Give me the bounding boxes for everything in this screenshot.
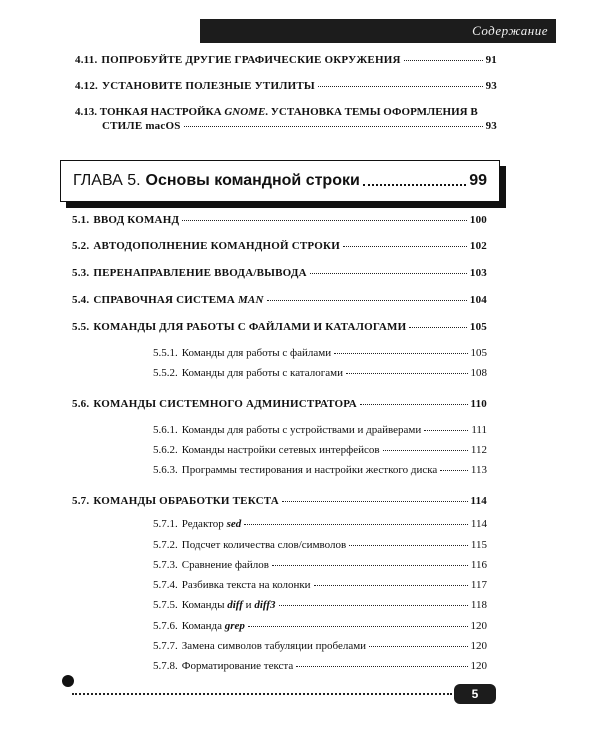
- toc-entry[interactable]: [72, 398, 487, 410]
- entry-title: Команды для работы с файлами: [181, 347, 332, 359]
- entry-page: 113: [470, 464, 487, 476]
- leader-dots: [404, 60, 483, 61]
- chapter-heading[interactable]: [60, 160, 500, 202]
- leader-dots: [267, 300, 467, 301]
- toc-entry[interactable]: [72, 214, 487, 226]
- entry-title-mid: и: [245, 599, 252, 611]
- leader-dots: [248, 626, 468, 627]
- toc-entry-line2[interactable]: [102, 120, 497, 132]
- toc-entry[interactable]: [72, 267, 487, 279]
- running-header: [200, 19, 556, 43]
- entry-title-italic: diff: [227, 599, 243, 611]
- entry-title: АВТОДОПОЛНЕНИЕ КОМАНДНОЙ СТРОКИ: [93, 240, 340, 252]
- toc-entry[interactable]: [72, 495, 487, 507]
- entry-page: 93: [485, 120, 497, 132]
- entry-title: ПОПРОБУЙТЕ ДРУГИЕ ГРАФИЧЕСКИЕ ОКРУЖЕНИЯ: [101, 54, 401, 66]
- leader-dots: [346, 373, 468, 374]
- entry-title: УСТАНОВИТЕ ПОЛЕЗНЫЕ УТИЛИТЫ: [102, 80, 315, 92]
- leader-dots: [369, 646, 467, 647]
- entry-number: 5.7.5.: [153, 599, 178, 611]
- toc-subentry[interactable]: [153, 444, 487, 456]
- toc-subentry[interactable]: [153, 367, 487, 379]
- entry-title-italic: MAN: [237, 294, 264, 306]
- chapter-page: 99: [469, 172, 487, 189]
- footer-dotted-rule: [72, 693, 452, 695]
- leader-dots: [360, 404, 468, 405]
- leader-dots: [272, 565, 468, 566]
- toc-entry[interactable]: [72, 240, 487, 252]
- toc-subentry[interactable]: [153, 347, 487, 359]
- entry-page: 91: [485, 54, 497, 66]
- header-title: Содержание: [472, 23, 548, 38]
- toc-entry[interactable]: [75, 54, 497, 66]
- entry-number: 5.7.2.: [153, 539, 178, 551]
- leader-dots: [282, 501, 468, 502]
- entry-page: 118: [470, 599, 487, 611]
- entry-page: 104: [469, 294, 487, 306]
- entry-title-pre: Редактор: [181, 518, 224, 530]
- entry-number: 5.6.3.: [153, 464, 178, 476]
- toc-subentry[interactable]: [153, 464, 487, 476]
- entry-page: 110: [470, 398, 487, 410]
- leader-dots: [334, 353, 467, 354]
- leader-dots: [440, 470, 468, 471]
- entry-title-italic-2: diff3: [254, 599, 276, 611]
- entry-title-italic: sed: [226, 518, 242, 530]
- toc-entry[interactable]: [72, 294, 487, 306]
- entry-title: ПЕРЕНАПРАВЛЕНИЕ ВВОДА/ВЫВОДА: [93, 267, 307, 279]
- entry-title: Программы тестирования и настройки жесткого диска: [181, 464, 438, 476]
- entry-number: 4.13.: [75, 106, 97, 118]
- entry-number: 5.6.: [72, 398, 90, 410]
- entry-title-italic: GNOME: [224, 106, 266, 118]
- toc-subentry[interactable]: [153, 424, 487, 436]
- leader-dots: [409, 327, 467, 328]
- entry-number: 5.7.1.: [153, 518, 178, 530]
- entry-page: 112: [470, 444, 487, 456]
- toc-subentry[interactable]: [153, 579, 487, 591]
- entry-number: 5.4.: [72, 294, 90, 306]
- leader-dots: [182, 220, 467, 221]
- leader-dots: [310, 273, 467, 274]
- entry-number: 5.7.: [72, 495, 90, 507]
- leader-dots: [296, 666, 467, 667]
- toc-subentry[interactable]: [153, 599, 487, 611]
- entry-title: КОМАНДЫ ДЛЯ РАБОТЫ С ФАЙЛАМИ И КАТАЛОГАМИ: [93, 321, 407, 333]
- entry-title-pre: ТОНКАЯ НАСТРОЙКА: [99, 106, 225, 118]
- toc-subentry[interactable]: [153, 559, 487, 571]
- entry-page: 120: [470, 640, 487, 652]
- leader-dots: [279, 605, 468, 606]
- entry-number: 5.7.3.: [153, 559, 178, 571]
- leader-dots: [363, 184, 466, 186]
- entry-number: 5.5.2.: [153, 367, 178, 379]
- entry-title: КОМАНДЫ ОБРАБОТКИ ТЕКСТА: [93, 495, 279, 507]
- entry-number: 4.12.: [75, 80, 98, 92]
- entry-page: 108: [470, 367, 487, 379]
- page-number: 5: [454, 684, 496, 704]
- entry-title-pre: СПРАВОЧНАЯ СИСТЕМА: [93, 294, 235, 306]
- entry-page: 105: [470, 347, 487, 359]
- entry-number: 5.7.6.: [153, 620, 178, 632]
- entry-title: ВВОД КОМАНД: [93, 214, 180, 226]
- toc-entry[interactable]: [75, 80, 497, 92]
- entry-title: Форматирование текста: [181, 660, 294, 672]
- leader-dots: [349, 545, 468, 546]
- entry-title: КОМАНДЫ СИСТЕМНОГО АДМИНИСТРАТОРА: [93, 398, 357, 410]
- entry-page: 116: [470, 559, 487, 571]
- leader-dots: [314, 585, 468, 586]
- entry-title-pre: Команда: [181, 620, 222, 632]
- entry-title-line2: СТИЛЕ macOS: [102, 120, 181, 132]
- leader-dots: [184, 126, 483, 127]
- entry-page: 105: [469, 321, 487, 333]
- entry-title-pre: Команды: [181, 599, 225, 611]
- entry-number: 4.11.: [75, 54, 98, 66]
- entry-page: 103: [469, 267, 487, 279]
- entry-page: 117: [470, 579, 487, 591]
- entry-number: 5.5.: [72, 321, 90, 333]
- entry-title: Замена символов табуляции пробелами: [181, 640, 367, 652]
- entry-page: 120: [470, 660, 487, 672]
- entry-page: 115: [470, 539, 487, 551]
- entry-number: 5.7.8.: [153, 660, 178, 672]
- entry-number: 5.5.1.: [153, 347, 178, 359]
- entry-page: 114: [470, 518, 487, 530]
- entry-number: 5.6.1.: [153, 424, 178, 436]
- entry-title: Сравнение файлов: [181, 559, 269, 571]
- toc-subentry[interactable]: [153, 539, 487, 551]
- entry-number: 5.7.4.: [153, 579, 178, 591]
- toc-subentry[interactable]: [153, 518, 487, 530]
- chapter-title: Основы командной строки: [145, 172, 360, 189]
- entry-page: 102: [469, 240, 487, 252]
- entry-page: 114: [470, 495, 487, 507]
- entry-number: 5.2.: [72, 240, 90, 252]
- entry-number: 5.6.2.: [153, 444, 178, 456]
- toc-subentry[interactable]: [153, 660, 487, 672]
- leader-dots: [383, 450, 468, 451]
- leader-dots: [244, 524, 468, 525]
- entry-page: 120: [470, 620, 487, 632]
- entry-number: 5.3.: [72, 267, 90, 279]
- entry-title: Разбивка текста на колонки: [181, 579, 311, 591]
- entry-title-post: . УСТАНОВКА ТЕМЫ ОФОРМЛЕНИЯ В: [265, 106, 478, 118]
- footer-bullet: [62, 675, 74, 687]
- entry-title-italic: grep: [224, 620, 245, 632]
- entry-title: Команды для работы с устройствами и драйверами: [181, 424, 422, 436]
- leader-dots: [318, 86, 483, 87]
- entry-page: 111: [471, 424, 487, 436]
- entry-title: Команды настройки сетевых интерфейсов: [181, 444, 380, 456]
- toc-entry[interactable]: [72, 321, 487, 333]
- toc-subentry[interactable]: [153, 640, 487, 652]
- leader-dots: [424, 430, 468, 431]
- chapter-label: ГЛАВА 5.: [73, 172, 141, 189]
- entry-number: 5.1.: [72, 214, 90, 226]
- toc-entry-line1[interactable]: [75, 106, 478, 118]
- toc-subentry[interactable]: [153, 620, 487, 632]
- entry-number: 5.7.7.: [153, 640, 178, 652]
- leader-dots: [343, 246, 467, 247]
- entry-title: Команды для работы с каталогами: [181, 367, 343, 379]
- entry-page: 100: [469, 214, 487, 226]
- entry-page: 93: [485, 80, 497, 92]
- entry-title: Подсчет количества слов/символов: [181, 539, 347, 551]
